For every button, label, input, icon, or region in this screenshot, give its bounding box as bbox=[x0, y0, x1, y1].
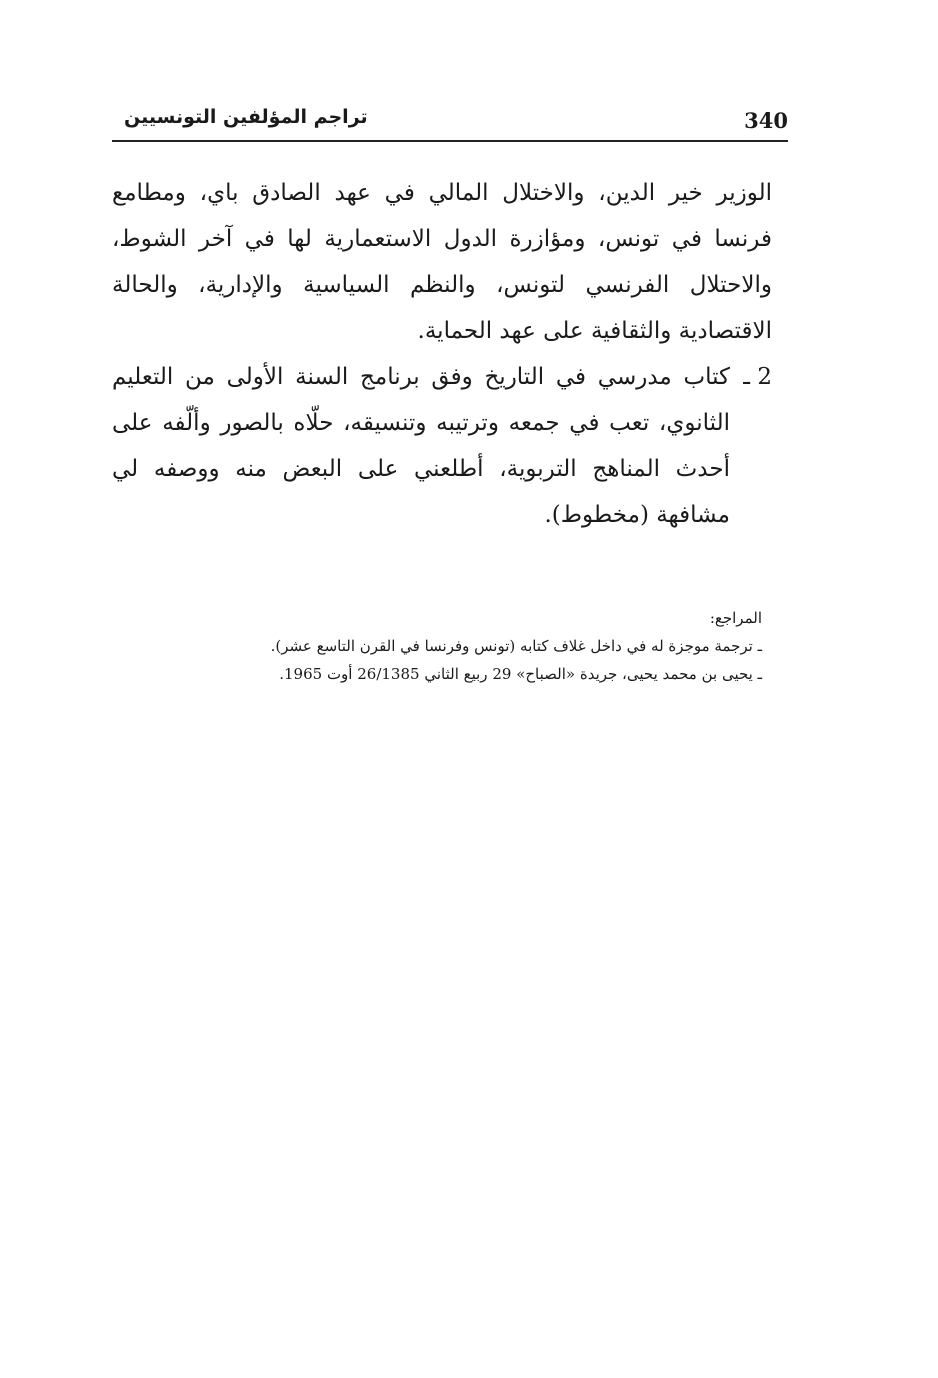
reference-item: ـ يحيى بن محمد يحيى، جريدة «الصباح» 29 ربيع الثاني 26/1385 أوت 1965. bbox=[279, 665, 762, 683]
list-item-2 bbox=[112, 354, 772, 538]
body-paragraph-1: الوزير خير الدين، والاختلال المالي في عهد الصادق باي، ومطامع فرنسا في تونس، ومؤازرة الدول الاستعمارية لها في آخر الشوط، والاحتلال الفرنسي لتونس، والنظم السياسية والإدارية، والحالة الاقتصادية والثقافية على عهد الحماية. bbox=[112, 180, 772, 344]
list-item-text: كتاب مدرسي في التاريخ وفق برنامج السنة الأولى من التعليم الثانوي، تعب في جمعه وترتيبه وتنسيقه، حلّاه بالصور وألّفه على أحدث المناهج التربوية، أطلعني على البعض منه ووصفه لي مشافهة (مخطوط). bbox=[112, 364, 730, 528]
references-section bbox=[150, 604, 762, 688]
references-title: المراجع: bbox=[709, 609, 762, 627]
page-header bbox=[112, 104, 788, 142]
reference-item: ـ ترجمة موجزة له في داخل غلاف كتابه (تونس وفرنسا في القرن التاسع عشر). bbox=[270, 637, 762, 655]
list-item-number: 2 ـ bbox=[743, 364, 772, 390]
page-number: 340 bbox=[744, 108, 788, 133]
running-title: تراجم المؤلفين التونسيين bbox=[124, 106, 368, 128]
